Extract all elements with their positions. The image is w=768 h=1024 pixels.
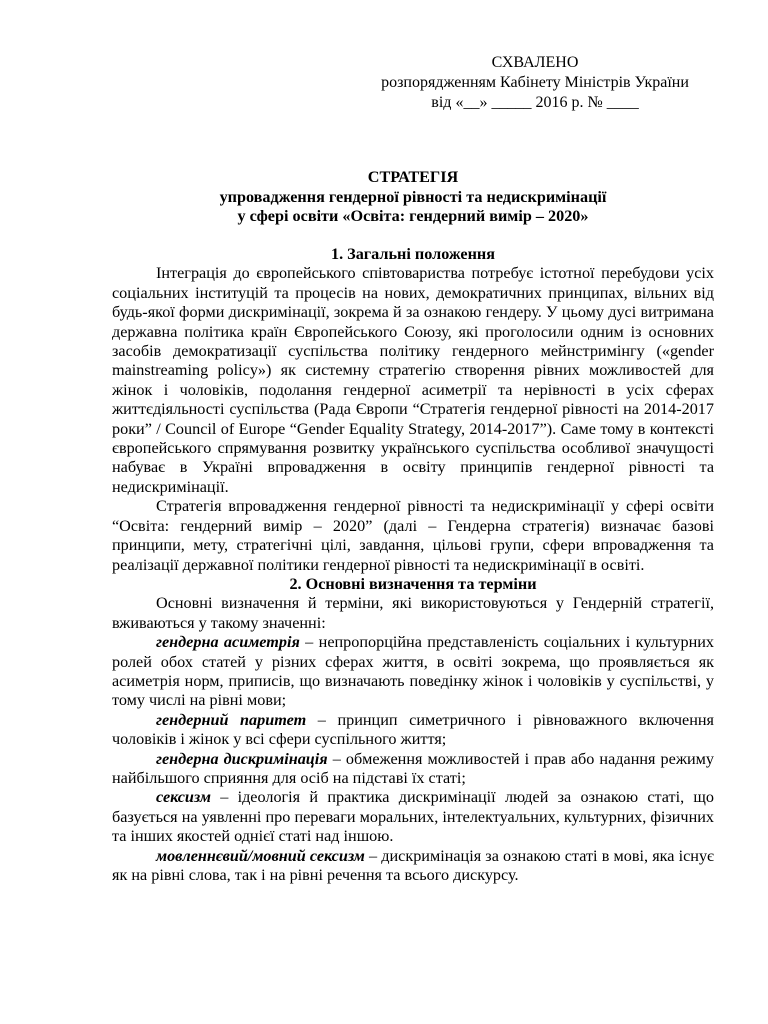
section-2-intro: Основні визначення й терміни, які використовуються у Гендерній стратегії, вживаються у такому значенні:	[112, 594, 714, 632]
definition-text: – ідеологія й практика дискримінації людей за ознакою статі, що базується на уявленні про переваги моральних, інтелектуальних, культурних, фізичних та інших якостей однієї статі над іншою.	[112, 788, 714, 846]
approval-authority: розпорядженням Кабінету Міністрів України	[381, 74, 689, 91]
definition-item	[112, 750, 714, 789]
definition-term: гендерний паритет	[156, 710, 307, 729]
definition-item	[112, 633, 714, 711]
approval-date-number: від «__» _____ 2016 р. № ____	[431, 94, 639, 111]
title-main: СТРАТЕГІЯ	[367, 168, 459, 186]
section-1-paragraph-1: Інтеграція до європейського співтовариства потребує істотної перебудови усіх соціальних інституцій та процесів на нових, демократичних принципах, вільних від будь-якої форми дискримінації, зокрема й за ознакою гендеру. У цьому дусі витримана державна політика країн Європейського Союзу, які проголосили одним із основних засобів демократизації суспільства політику гендерного мейнстримінгу («gender mainstreaming policy») як системну стратегію створення рівних можливостей для жінок і чоловіків, подолання гендерної асиметрії та нерівності в усіх сферах життєдіяльності суспільства (Рада Європи “Стратегія гендерної рівності на 2014-2017 роки” / Council of Europe “Gender Equality Strategy, 2014-2017”). Саме тому в контексті європейського спрямування розвитку українського суспільства особливої значущості набуває в Україні впровадження в освіту принципів гендерної рівності та недискримінації.	[112, 264, 714, 496]
document-title	[112, 168, 714, 227]
definition-item	[112, 847, 714, 886]
section-1-heading: 1. Загальні положення	[330, 245, 496, 263]
definition-text: – принцип симетричного і рівноважного включення чоловіків і жінок у всі сфери суспільного життя;	[112, 710, 714, 749]
approval-heading: СХВАЛЕНО	[491, 54, 579, 71]
definition-item	[112, 788, 714, 846]
document-body	[112, 245, 714, 885]
definition-item	[112, 711, 714, 750]
definition-term: мовленнєвий/мовний сексизм	[156, 846, 365, 865]
approval-stamp-block	[330, 53, 740, 113]
section-2-heading: 2. Основні визначення та терміни	[289, 574, 537, 593]
title-subtitle: упровадження гендерної рівності та недискримінації	[219, 187, 607, 206]
definition-term: сексизм	[156, 788, 211, 807]
title-subtitle-2: у сфері освіти «Освіта: гендерний вимір – 2020»	[237, 207, 589, 225]
definition-text: – непропорційна представленість соціальних і культурних ролей обох статей у різних сферах життя, в освіті зокрема, що проявляється як асиметрія норм, приписів, що визначають поведінку жінок і чоловіків у суспільстві, у тому числі на рівні мови;	[112, 633, 714, 710]
definition-text: – дискримінація за ознакою статі в мові, яка існує як на рівні слова, так і на рівні речення та всього дискурсу.	[112, 846, 714, 884]
definition-term: гендерна асиметрія	[156, 633, 300, 652]
definition-text: – обмеження можливостей і прав або надання режиму найбільшого сприяння для осіб на підставі їх статі;	[112, 749, 715, 787]
definition-term: гендерна дискримінація	[156, 749, 328, 768]
section-1-paragraph-2: Стратегія впровадження гендерної рівності та недискримінації у сфері освіти “Освіта: гендерний вимір – 2020” (далі – Гендерна стратегія) визначає базові принципи, мету, стратегічні цілі, завдання, цільові групи, сфери впровадження та реалізації державної політики гендерної рівності та недискримінації в освіті.	[112, 497, 714, 574]
